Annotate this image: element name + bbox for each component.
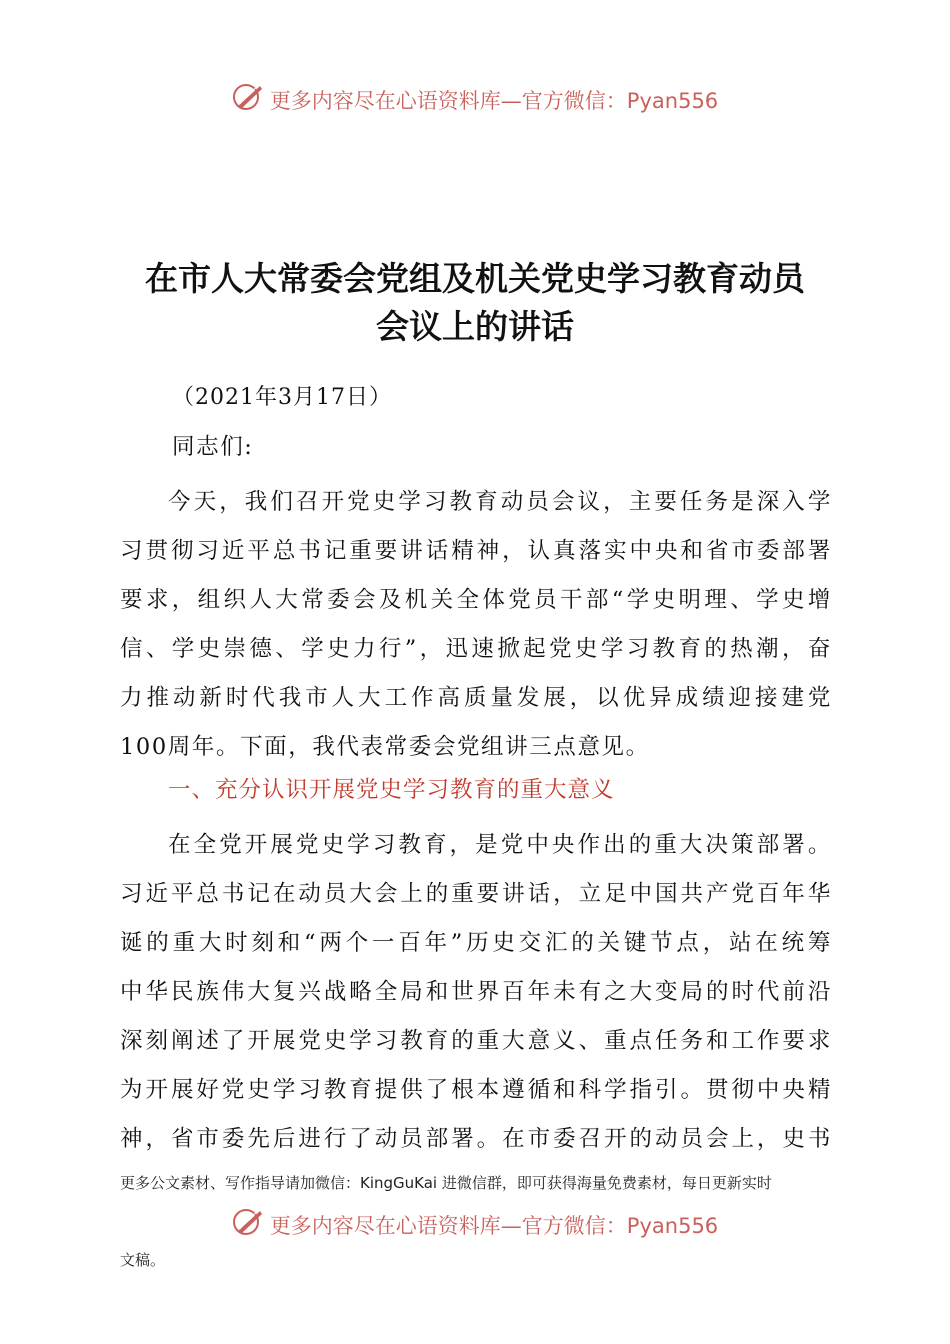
speech-date: （2021年3月17日） [172, 385, 392, 410]
paragraph-line: 习贯彻习近平总书记重要讲话精神，认真落实中央和省市委部署 [120, 538, 832, 564]
paragraph-line: 信、学史崇德、学史力行”，迅速掀起党史学习教育的热潮，奋 [120, 636, 832, 662]
paragraph-line: 中华民族伟大复兴战略全局和世界百年未有之大变局的时代前沿 [120, 979, 832, 1005]
paragraph-line: 诞的重大时刻和“两个一百年”历史交汇的关键节点，站在统筹 [120, 930, 832, 956]
greeting: 同志们: [172, 434, 254, 460]
watermark-top [0, 82, 950, 117]
footer-promo-line-2: 文稿。 [120, 1251, 166, 1269]
paragraph-line: 今天，我们召开党史学习教育动员会议，主要任务是深入学 [168, 489, 832, 515]
paragraph-section-1 [120, 821, 832, 1164]
paragraph-intro [120, 478, 832, 772]
watermark-text: 更多内容尽在心语资料库—官方微信：Pyan556 [269, 1213, 719, 1238]
watermark-bottom [0, 1207, 950, 1242]
document-title-line-2: 会议上的讲话 [376, 307, 574, 346]
paragraph-line: 100周年。下面，我代表常委会党组讲三点意见。 [120, 734, 650, 760]
footer-promo-line-1: 更多公文素材、写作指导请加微信：KingGuKai 进微信群，即可获得海量免费素材，每日更新实时 [120, 1174, 772, 1192]
pen-feather-icon [232, 82, 266, 117]
section-heading-1: 一、充分认识开展党史学习教育的重大意义 [168, 777, 615, 803]
paragraph-line: 力推动新时代我市人大工作高质量发展，以优异成绩迎接建党 [120, 685, 832, 711]
watermark-text: 更多内容尽在心语资料库—官方微信：Pyan556 [269, 88, 719, 113]
pen-feather-icon [232, 1207, 266, 1242]
paragraph-line: 习近平总书记在动员大会上的重要讲话，立足中国共产党百年华 [120, 881, 832, 907]
paragraph-line: 在全党开展党史学习教育，是党中央作出的重大决策部署。 [168, 832, 832, 858]
paragraph-line: 深刻阐述了开展党史学习教育的重大意义、重点任务和工作要求 [120, 1028, 832, 1054]
document-title-line-1: 在市人大常委会党组及机关党史学习教育动员 [145, 259, 805, 298]
paragraph-line: 要求，组织人大常委会及机关全体党员干部“学史明理、学史增 [120, 587, 832, 613]
paragraph-line: 神，省市委先后进行了动员部署。在市委召开的动员会上，史书 [120, 1126, 832, 1152]
paragraph-line: 为开展好党史学习教育提供了根本遵循和科学指引。贯彻中央精 [120, 1077, 832, 1103]
